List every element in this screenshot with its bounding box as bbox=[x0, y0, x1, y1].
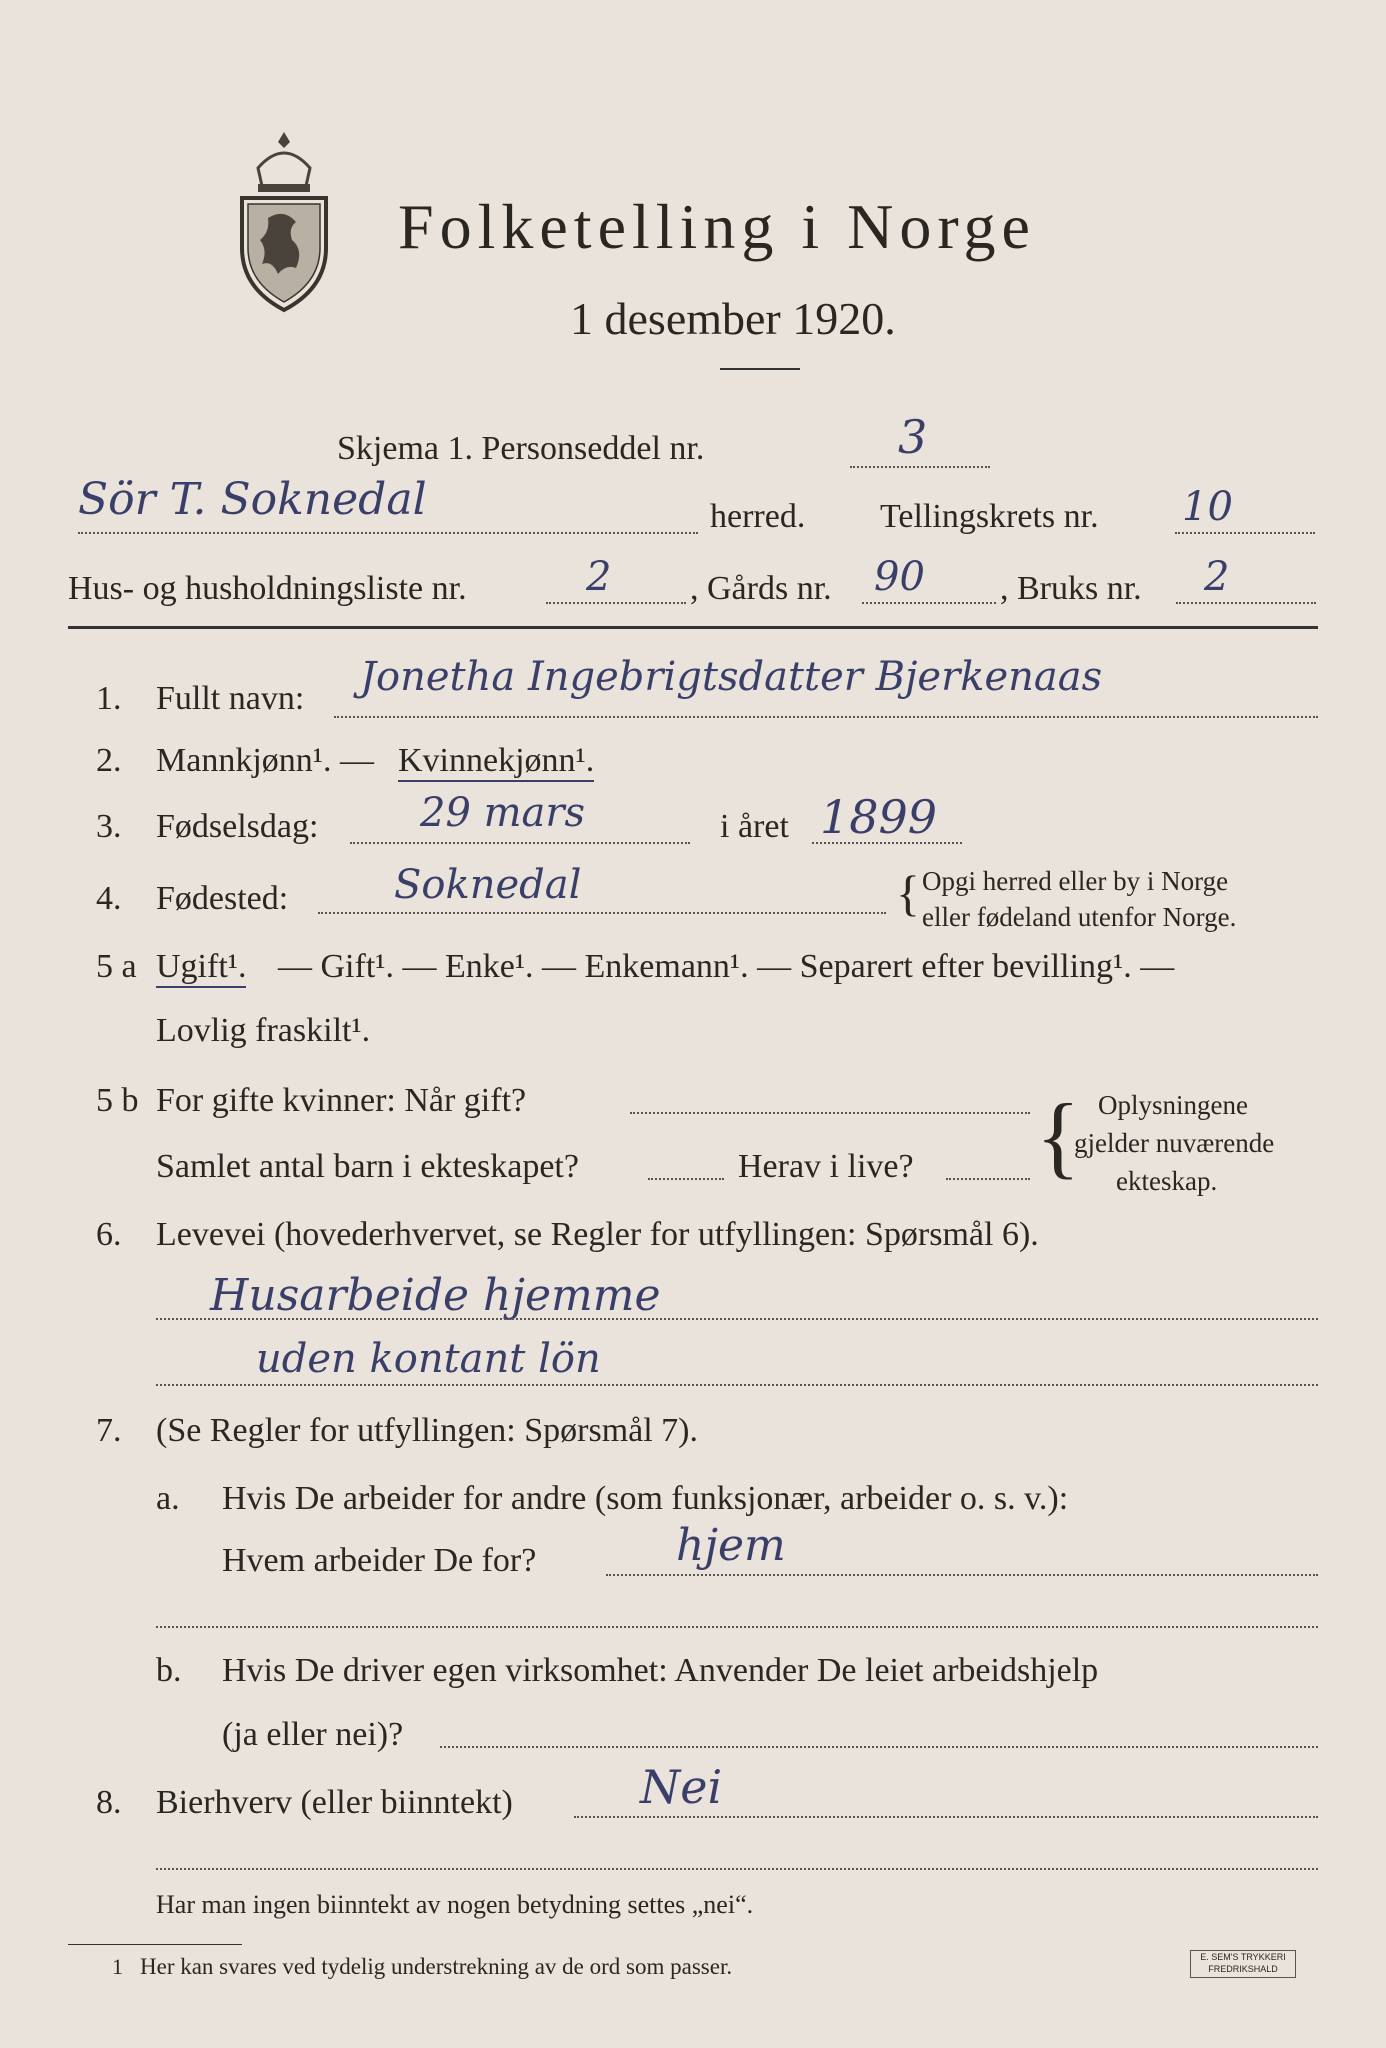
q2-number: 2. bbox=[96, 742, 122, 779]
birthplace-note-brace: { bbox=[896, 865, 920, 921]
bruks-line bbox=[1176, 602, 1316, 604]
gards-value[interactable]: 90 bbox=[874, 554, 925, 600]
q5b-note-line2: gjelder nuværende bbox=[1074, 1128, 1275, 1158]
gender-male-option[interactable]: Mannkjønn¹. — bbox=[156, 742, 374, 779]
q1-number: 1. bbox=[96, 680, 122, 717]
q3-number: 3. bbox=[96, 808, 122, 845]
children-count-line bbox=[648, 1178, 724, 1180]
q7-label: (Se Regler for utfyllingen: Spørsmål 7). bbox=[156, 1412, 699, 1449]
q5b-alive-label: Herav i live? bbox=[738, 1148, 914, 1185]
tellingskrets-line bbox=[1175, 532, 1315, 534]
q7a-letter: a. bbox=[156, 1480, 180, 1517]
q5a-number: 5 a bbox=[96, 948, 137, 985]
q7b-help-label: (ja eller nei)? bbox=[222, 1716, 404, 1753]
header-separator bbox=[68, 626, 1318, 629]
marital-ugift-option[interactable]: Ugift¹. bbox=[156, 948, 246, 988]
marital-other-options: — Gift¹. — Enke¹. — Enkemann¹. — Separert efter bevilling¹. — bbox=[278, 948, 1175, 985]
document-subtitle: 1 desember 1920. bbox=[570, 293, 896, 344]
birthplace-line bbox=[318, 912, 886, 914]
employer-line bbox=[606, 1574, 1318, 1576]
printer-mark bbox=[1190, 1950, 1296, 1978]
q1-label: Fullt navn: bbox=[156, 680, 305, 717]
q7-number: 7. bbox=[96, 1412, 122, 1449]
marital-fraskilt-option[interactable]: Lovlig fraskilt¹. bbox=[156, 1012, 371, 1049]
birthplace-note-line2: eller fødeland utenfor Norge. bbox=[922, 902, 1237, 932]
bruks-label: , Bruks nr. bbox=[1000, 570, 1142, 607]
footnote-divider bbox=[68, 1944, 242, 1945]
q4-number: 4. bbox=[96, 880, 122, 917]
printer-city: FREDRIKSHALD bbox=[1208, 1964, 1278, 1974]
husliste-line bbox=[546, 602, 686, 604]
printer-name: E. SEM'S TRYKKERI bbox=[1200, 1952, 1286, 1962]
herred-label: herred. bbox=[710, 498, 806, 535]
birthdate-line bbox=[350, 842, 690, 844]
skjema-label: Skjema 1. Personseddel nr. bbox=[337, 430, 705, 467]
bruks-value[interactable]: 2 bbox=[1204, 554, 1230, 600]
q5b-note-brace: { bbox=[1036, 1085, 1081, 1187]
q7a-text: Hvis De arbeider for andre (som funksjonær, arbeider o. s. v.): bbox=[222, 1480, 1069, 1517]
no-income-note: Har man ingen biinntekt av nogen betydning settes „nei“. bbox=[156, 1890, 754, 1919]
q7b-text: Hvis De driver egen virksomhet: Anvender De leiet arbeidshjelp bbox=[222, 1652, 1099, 1689]
gender-female-option[interactable]: Kvinnekjønn¹. bbox=[398, 742, 594, 782]
hired-help-line bbox=[440, 1746, 1318, 1748]
husliste-label: Hus- og husholdningsliste nr. bbox=[68, 570, 467, 607]
q5b-note-line3: ekteskap. bbox=[1116, 1166, 1218, 1196]
birthplace-note-line1: Opgi herred eller by i Norge bbox=[922, 866, 1229, 896]
side-income-line2 bbox=[156, 1868, 1318, 1870]
birthdate-value[interactable]: 29 mars bbox=[420, 790, 586, 836]
q5b-children-label: Samlet antal barn i ekteskapet? bbox=[156, 1148, 579, 1185]
gards-line bbox=[862, 602, 996, 604]
coat-of-arms-emblem bbox=[228, 128, 340, 318]
q4-label: Fødested: bbox=[156, 880, 289, 917]
footnote-text: Her kan svares ved tydelig understrekning av de ord som passer. bbox=[140, 1954, 733, 1979]
q6-number: 6. bbox=[96, 1216, 122, 1253]
gards-label: , Gårds nr. bbox=[690, 570, 832, 607]
birth-year-value[interactable]: 1899 bbox=[820, 790, 938, 844]
birthplace-value[interactable]: Soknedal bbox=[394, 862, 582, 908]
occupation-value-line2[interactable]: uden kontant lön bbox=[256, 1336, 601, 1382]
q7a-employer-label: Hvem arbeider De for? bbox=[222, 1542, 537, 1579]
q1-line bbox=[334, 716, 1318, 718]
tellingskrets-value[interactable]: 10 bbox=[1182, 484, 1233, 530]
married-when-line bbox=[630, 1112, 1030, 1114]
employer-value[interactable]: hjem bbox=[676, 1520, 786, 1571]
tellingskrets-label: Tellingskrets nr. bbox=[880, 498, 1099, 535]
q8-label: Bierhverv (eller biinntekt) bbox=[156, 1784, 513, 1821]
side-income-value[interactable]: Nei bbox=[640, 1760, 723, 1814]
occupation-value-line1[interactable]: Husarbeide hjemme bbox=[210, 1270, 661, 1321]
birth-year-label: i året bbox=[720, 808, 789, 845]
q5b-note-line1: Oplysningene bbox=[1098, 1090, 1248, 1120]
q3-label: Fødselsdag: bbox=[156, 808, 319, 845]
q5b-number: 5 b bbox=[96, 1082, 139, 1119]
occupation-line1 bbox=[156, 1318, 1318, 1320]
personseddel-nr-line bbox=[850, 466, 990, 468]
document-title: Folketelling i Norge bbox=[398, 191, 1036, 262]
husliste-value[interactable]: 2 bbox=[586, 554, 612, 600]
q5b-married-when-label: For gifte kvinner: Når gift? bbox=[156, 1082, 527, 1119]
employer-line2 bbox=[156, 1626, 1318, 1628]
q7b-letter: b. bbox=[156, 1652, 182, 1689]
children-alive-line bbox=[946, 1178, 1030, 1180]
herred-line bbox=[78, 532, 698, 534]
side-income-line bbox=[574, 1816, 1318, 1818]
title-divider bbox=[720, 368, 800, 370]
q8-number: 8. bbox=[96, 1784, 122, 1821]
full-name-value[interactable]: Jonetha Ingebrigtsdatter Bjerkenaas bbox=[360, 654, 1103, 700]
personseddel-nr-value[interactable]: 3 bbox=[898, 410, 928, 464]
q6-label: Levevei (hovederhvervet, se Regler for utfyllingen: Spørsmål 6). bbox=[156, 1216, 1039, 1253]
footnote-marker: 1 bbox=[112, 1954, 123, 1979]
occupation-line2 bbox=[156, 1384, 1318, 1386]
herred-value[interactable]: Sör T. Soknedal bbox=[78, 474, 427, 525]
